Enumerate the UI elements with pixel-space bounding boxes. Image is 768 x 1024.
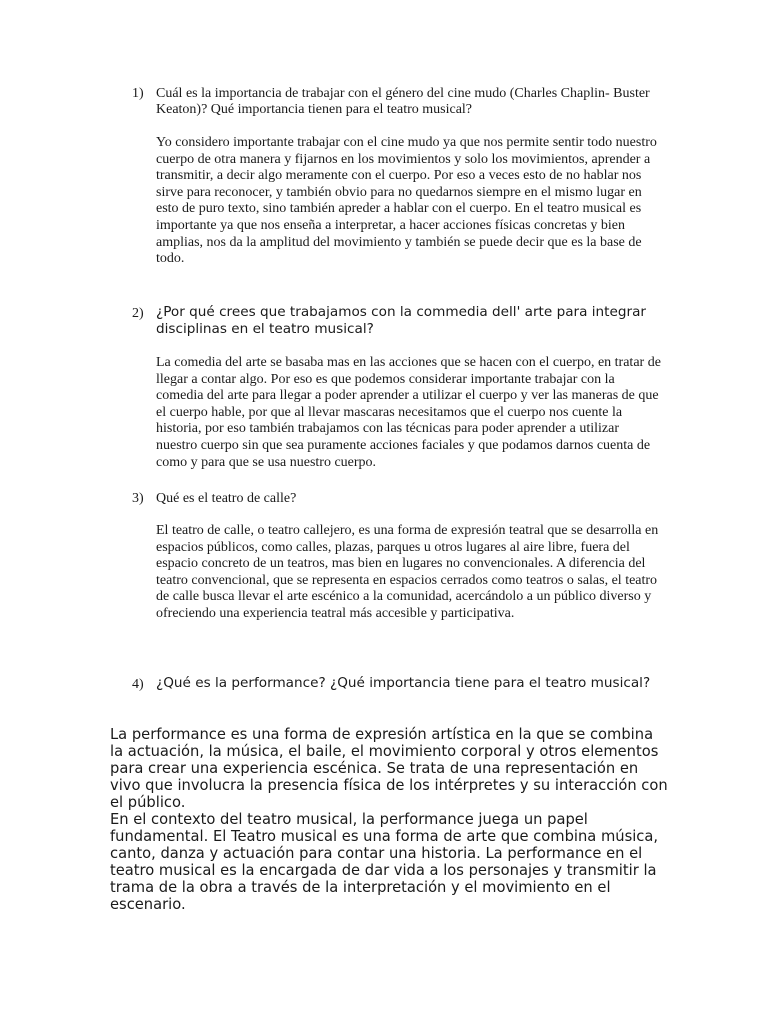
- answer-paragraph: En el contexto del teatro musical, la performance juega un papel fundamental. El Teatro musical es una forma de arte que combina música, canto, danza y actuación para contar una historia. La performance en el teatro musical es la encargada de dar vida a los personajes y transmitir la trama de la obra a través de la interpretación y el movimiento en el escenario.: [110, 810, 659, 913]
- answer-text: Yo considero importante trabajar con el cine mudo ya que nos permite sentir todo nuestro cuerpo de otra manera y fijarnos en los movimientos y solo los movimientos, aprender a transmitir, a decir algo meramente con el cuerpo. Por eso a veces esto de no hablar nos sirve para reconocer, y también obvio para no quedarnos siempre en el mismo lugar en esto de puro texto, sino también apreder a hablar con el cuerpo. En el teatro musical es importante ya que nos enseña a interpretar, a hacer acciones físicas concretas y bien amplias, nos da la amplitud del movimiento y también se puede decir que es la base de todo.: [156, 135, 657, 267]
- answer-text: El teatro de calle, o teatro callejero, es una forma de expresión teatral que se desarrolla en espacios públicos, como calles, plazas, parques u otros lugares al aire libre, fuera del espacio concreto de un teatros, mas bien en lugares no convencionales. A diferencia del teatro convencional, que se representa en espacios cerrados como teatros o salas, el teatro de calle busca llevar el arte escénico a la comunidad, acercándolo a un público diverso y ofreciendo una experiencia teatral más accesible y participativa.: [156, 523, 659, 621]
- answer-text: La comedia del arte se basaba mas en las acciones que se hacen con el cuerpo, en tratar de llegar a contar algo. Por eso es que podemos considerar importante trabajar con la comedia del arte para llegar a poder aprender a utilizar el cuerpo y ver las maneras de que el cuerpo hable, por que al llevar mascaras necesitamos que el cuerpo nos cuente la historia, por eso también trabajamos con las técnicas para poder aprender a utilizar nuestro cuerpo sin que sea puramente acciones faciales y que podamos darnos cuenta de como y para que se usa nuestro cuerpo.: [156, 355, 661, 470]
- question-number: 1): [132, 86, 144, 101]
- question-number: 3): [132, 491, 144, 506]
- question-text: ¿Qué es la performance? ¿Qué importancia tiene para el teatro musical?: [156, 675, 651, 691]
- question-number: 2): [132, 306, 144, 321]
- answer-4-block: [110, 727, 670, 913]
- question-item-2: [132, 304, 662, 471]
- question-text: Cuál es la importancia de trabajar con el género del cine mudo (Charles Chaplin- Buster Keaton)? Qué importancia tienen para el teatro musical?: [156, 86, 650, 117]
- answer-paragraph: La performance es una forma de expresión artística en la que se combina la actuación, la música, el baile, el movimiento corporal y otros elementos para crear una experiencia escénica. Se trata de una representación en vivo que involucra la presencia física de los intérpretes y su interacción con el público.: [110, 726, 668, 811]
- question-text: ¿Por qué crees que trabajamos con la commedia dell' arte para integrar disciplinas en el teatro musical?: [156, 304, 646, 337]
- question-number: 4): [132, 677, 144, 692]
- question-item-4: [132, 675, 662, 692]
- question-item-3: [132, 491, 662, 623]
- question-item-1: [132, 86, 662, 268]
- question-text: Qué es el teatro de calle?: [156, 491, 297, 506]
